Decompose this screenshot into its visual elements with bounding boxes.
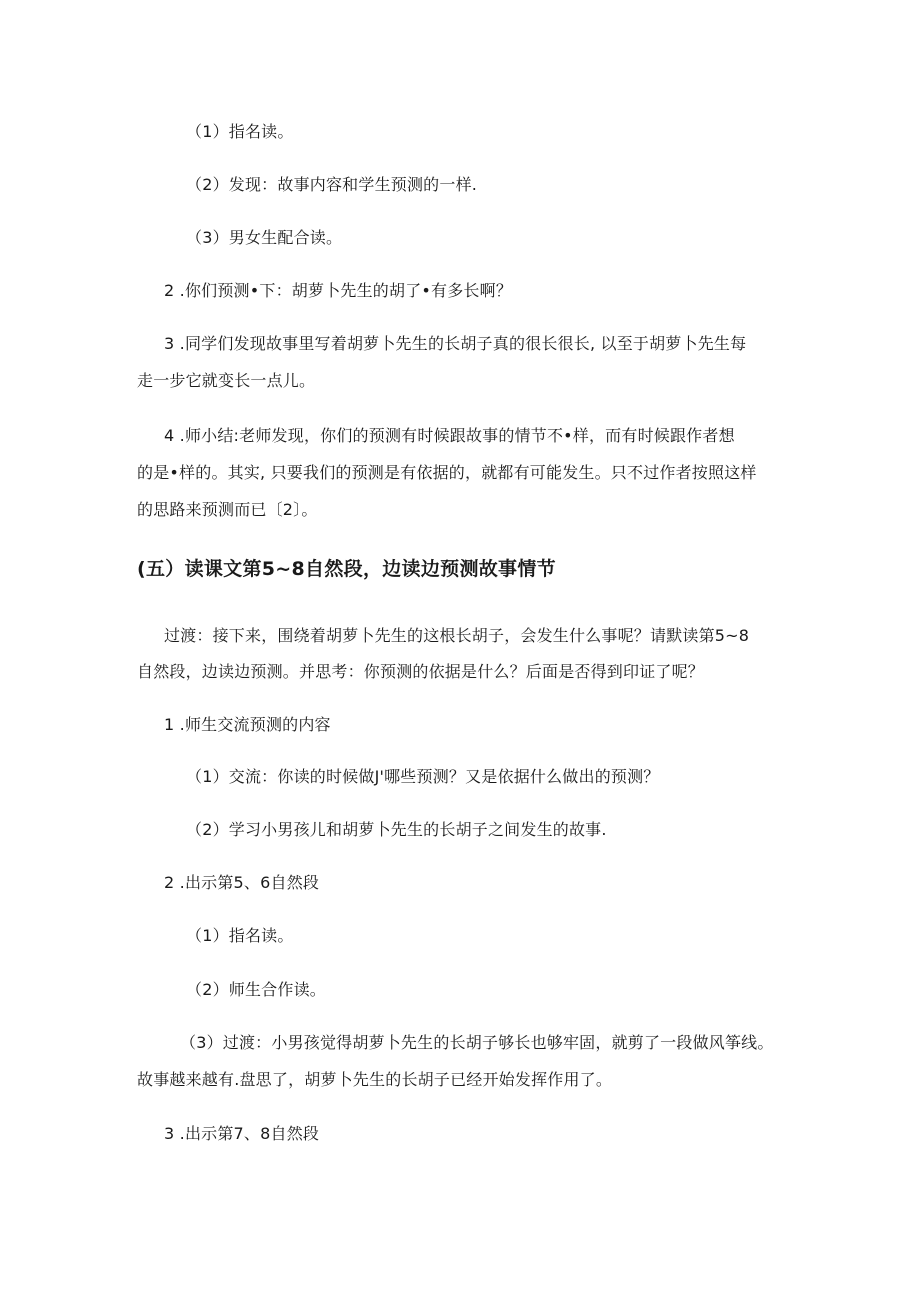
- list-item-4-line-1: 4 .师小结:老师发现，你们的预测有时候跟故事的情节不•样，而有时候跟作者想: [164, 426, 735, 445]
- sub-item-read-aloud: （1）指名读。: [186, 122, 294, 141]
- list-item-3-line-1: 3 .同学们发现故事里写着胡萝卜先生的长胡子真的很长很长, 以至于胡萝卜先生每: [164, 334, 747, 353]
- list-item-1: 1 .师生交流预测的内容: [164, 715, 331, 734]
- sub-item-read-aloud-2: （1）指名读。: [186, 926, 294, 945]
- transition-line-1: 过渡：接下来，围绕着胡萝卜先生的这根长胡子，会发生什么事呢？请默读第5~8: [164, 626, 750, 645]
- list-item-2: 2 .你们预测•下：胡萝卜先生的胡了•有多长啊？: [164, 281, 513, 300]
- list-item-3-line-2: 走一步它就变长一点儿。: [137, 371, 316, 390]
- list-item-4-line-2: 的是•样的。其实, 只要我们的预测是有依据的，就都有可能发生。只不过作者按照这样: [137, 463, 757, 482]
- transition-line-2: 自然段，边读边预测。并思考：你预测的依据是什么？后面是否得到印证了呢？: [137, 662, 705, 681]
- sub-item-cooperative-read: （2）师生合作读。: [186, 980, 326, 999]
- sub-item-discovery: （2）发现：故事内容和学生预测的一样.: [186, 175, 478, 194]
- sub-item-exchange: （1）交流：你读的时候做J'哪些预测？又是依据什么做出的预测？: [186, 767, 660, 786]
- list-item-2-show: 2 .出示第5、6自然段: [164, 873, 320, 892]
- sub-item-study-story: （2）学习小男孩儿和胡萝卜先生的长胡子之间发生的故事.: [186, 820, 607, 839]
- list-item-4-line-3: 的思路来预测而已〔2〕。: [137, 500, 318, 519]
- sub-item-group-read: （3）男女生配合读。: [186, 228, 343, 247]
- sub-item-transition-line-1: （3）过渡：小男孩觉得胡萝卜先生的长胡子够长也够牢固，就剪了一段做风筝线。: [180, 1033, 774, 1052]
- section-heading: (五）读课文第5~8自然段，边读边预测故事情节: [137, 558, 556, 580]
- list-item-3-show: 3 .出示第7、8自然段: [164, 1124, 320, 1143]
- sub-item-transition-line-2: 故事越来越有.盘思了，胡萝卜先生的长胡子已经开始发挥作用了。: [137, 1070, 613, 1089]
